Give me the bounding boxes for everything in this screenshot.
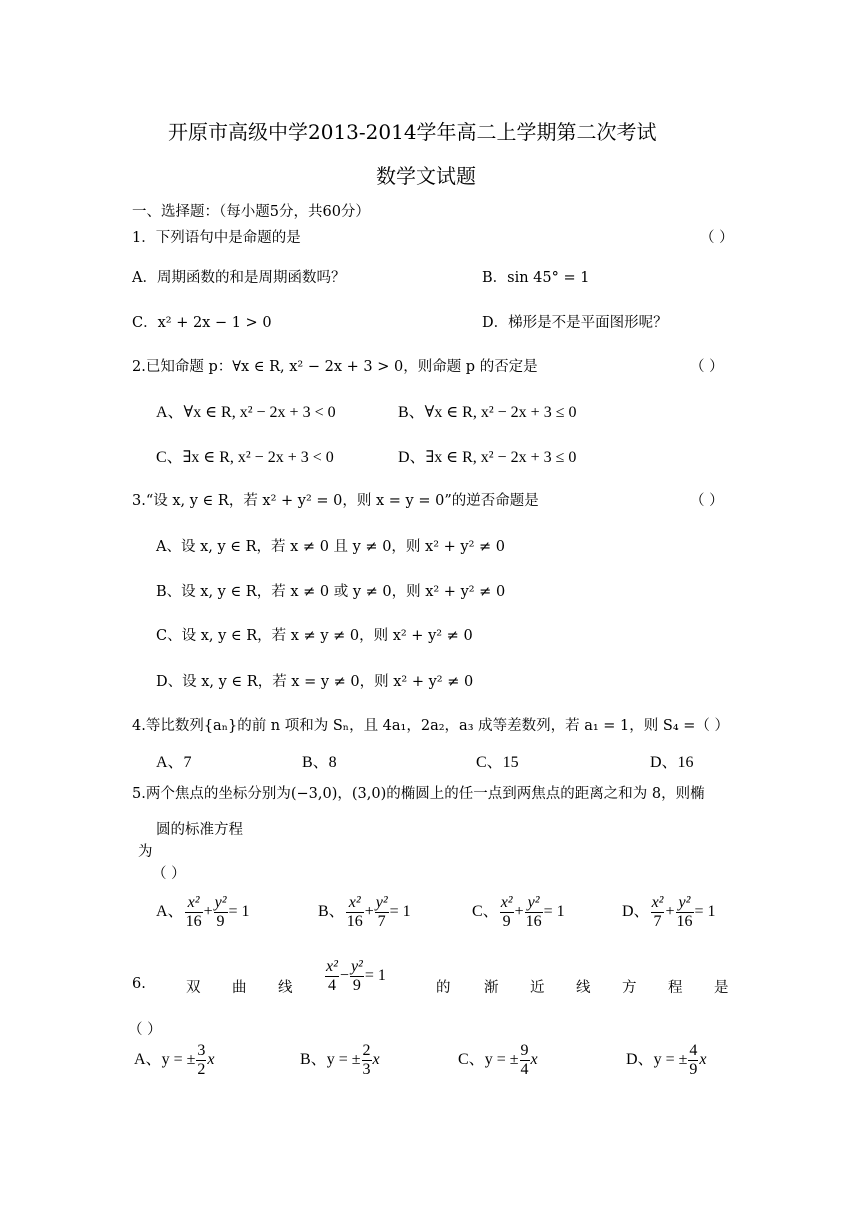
q6-option-a-label: A、 <box>134 1051 162 1069</box>
q1-option-a: A．周期函数的和是周期函数吗？ <box>132 270 346 286</box>
q6-d-var: x <box>699 1051 707 1069</box>
q4-option-a: A、7 <box>156 754 192 771</box>
q1-option-d: D．梯形是不是平面图形呢？ <box>482 315 668 331</box>
q1-stem: 1．下列语句中是命题的是 <box>132 230 301 246</box>
q2-option-d: D、∃x ∈ R, x² − 2x + 3 ≤ 0 <box>398 449 577 466</box>
q5-b-den2: 7 <box>377 913 386 930</box>
q5-answer-paren: （ ） <box>152 866 186 882</box>
q2-option-a: A、∀x ∈ R, x² − 2x + 3 < 0 <box>156 404 336 421</box>
q4-option-d: D、16 <box>650 754 694 771</box>
q6-word-8: 方 <box>622 980 637 996</box>
q6-word-9: 程 <box>668 980 683 996</box>
q5-d-num2: y² <box>676 894 694 913</box>
q5-stem-line3: 为 <box>138 844 153 860</box>
q6-equation: $\frac{\text{x²}}{4}$ − $\frac{\text{y²}}{9}$ = 1 <box>326 958 386 994</box>
q6-word-6: 近 <box>530 980 545 996</box>
q6-b-lhs: y = ± <box>326 1051 361 1069</box>
q6-a-num: 3 <box>197 1042 206 1059</box>
q5-d-den2: 16 <box>676 913 693 930</box>
q2-answer-paren: （ ） <box>690 359 724 375</box>
q5-option-d: D、 $\frac{\text{x²}}{7}$ + $\frac{\text{y²}}{16}$ = 1 <box>622 894 716 930</box>
q4-option-b: B、8 <box>302 754 337 771</box>
q6-num1: x² <box>326 958 338 975</box>
q6-c-num: 9 <box>520 1042 529 1059</box>
q6-c-den: 4 <box>520 1061 529 1078</box>
q6-word-7: 线 <box>576 980 591 996</box>
q5-option-a-label: A、 <box>156 903 184 921</box>
q6-b-num: 2 <box>362 1042 371 1059</box>
q6-a-den: 2 <box>197 1061 206 1078</box>
q6-den1: 4 <box>327 977 336 994</box>
q6-d-lhs: y = ± <box>653 1051 688 1069</box>
q6-option-d-label: D、 <box>626 1051 654 1069</box>
q5-d-num1: x² <box>651 894 664 911</box>
page-title: 开原市高级中学2013-2014学年高二上学期第二次考试 <box>168 120 657 144</box>
q6-word-1: 双 <box>186 980 201 996</box>
q5-a-num1: x² <box>185 894 203 913</box>
q5-d-den1: 7 <box>653 913 662 930</box>
q6-answer-paren: （ ） <box>128 1022 162 1038</box>
q6-a-var: x <box>207 1051 215 1069</box>
q6-d-num: 4 <box>689 1042 698 1059</box>
q6-option-a <box>134 1042 214 1079</box>
q3-stem: 3.“设 x, y ∈ R，若 x² + y² = 0，则 x = y = 0”的逆否命题是 <box>132 493 539 509</box>
q5-a-num2: y² <box>214 894 227 911</box>
q3-option-b: B、设 x, y ∈ R，若 x ≠ 0 或 y ≠ 0，则 x² + y² ≠ 0 <box>156 584 506 600</box>
q6-num2: y² <box>350 958 363 975</box>
q5-c-rhs: = 1 <box>543 903 565 921</box>
q5-stem-line2: 圆的标准方程 <box>156 822 243 838</box>
q6-word-4: 的 <box>436 980 451 996</box>
q6-a-lhs: y = ± <box>161 1051 196 1069</box>
q6-b-var: x <box>372 1051 380 1069</box>
q2-option-b: B、∀x ∈ R, x² − 2x + 3 ≤ 0 <box>398 404 577 421</box>
q1-option-b: B．sin 45° = 1 <box>482 270 590 286</box>
q3-option-a: A、设 x, y ∈ R，若 x ≠ 0 且 y ≠ 0，则 x² + y² ≠ 0 <box>156 539 505 555</box>
q6-rhs: = 1 <box>364 967 386 985</box>
q6-word-3: 线 <box>278 980 293 996</box>
q5-option-b-label: B、 <box>318 903 345 921</box>
q4-stem: 4.等比数列{aₙ}的前 n 项和为 Sₙ，且 4a₁，2a₂，a₃ 成等差数列，若 a₁ = 1，则 S₄ =（ ） <box>132 718 729 734</box>
q5-option-c: C、 $\frac{\text{x²}}{9}$ + $\frac{\text{y²}}{16}$ = 1 <box>472 894 565 930</box>
q3-answer-paren: （ ） <box>690 493 724 509</box>
q4-option-c: C、15 <box>476 754 519 771</box>
q6-option-c-label: C、 <box>458 1051 485 1069</box>
q5-b-den1: 16 <box>346 913 363 930</box>
q2-option-c: C、∃x ∈ R, x² − 2x + 3 < 0 <box>156 449 334 466</box>
q5-b-num1: x² <box>346 894 364 913</box>
q5-option-d-label: D、 <box>622 903 650 921</box>
q1-option-c: C．x² + 2x − 1 > 0 <box>132 315 272 331</box>
q6-number: 6. <box>132 976 146 992</box>
q5-c-den2: 16 <box>525 913 542 930</box>
q6-c-var: x <box>530 1051 538 1069</box>
q5-b-rhs: = 1 <box>389 903 411 921</box>
q6-c-lhs: y = ± <box>484 1051 519 1069</box>
page-subtitle: 数学文试题 <box>376 164 476 188</box>
q6-option-c <box>458 1042 538 1079</box>
q6-word-10: 是 <box>714 980 729 996</box>
q6-option-b <box>300 1042 380 1079</box>
q5-option-c-label: C、 <box>472 903 499 921</box>
q6-word-2: 曲 <box>232 980 247 996</box>
q5-d-rhs: = 1 <box>694 903 716 921</box>
q6-b-den: 3 <box>362 1061 371 1078</box>
q5-a-rhs: = 1 <box>228 903 250 921</box>
q5-b-num2: y² <box>375 894 388 911</box>
q6-d-den: 9 <box>689 1061 698 1078</box>
q5-a-den2: 9 <box>216 913 225 930</box>
q1-answer-paren: （ ） <box>700 230 734 246</box>
q5-c-num1: x² <box>500 894 513 911</box>
q5-option-b: B、 $\frac{\text{x²}}{16}$ + $\frac{\text{y²}}{7}$ = 1 <box>318 894 411 930</box>
q6-word-5: 渐 <box>484 980 499 996</box>
q6-option-b-label: B、 <box>300 1051 327 1069</box>
section-heading: 一、选择题：（每小题5分，共60分） <box>132 204 370 220</box>
q6-option-d <box>626 1042 706 1079</box>
q5-stem-line1: 5.两个焦点的坐标分别为(−3,0)，(3,0)的椭圆上的任一点到两焦点的距离之和为 8，则椭 <box>132 786 705 802</box>
q3-option-d: D、设 x, y ∈ R，若 x = y ≠ 0，则 x² + y² ≠ 0 <box>156 674 474 690</box>
q6-den2: 9 <box>352 977 361 994</box>
q5-c-num2: y² <box>525 894 543 913</box>
q3-option-c: C、设 x, y ∈ R，若 x ≠ y ≠ 0，则 x² + y² ≠ 0 <box>156 628 473 644</box>
q5-option-a: A、 $\frac{\text{x²}}{16}$ + $\frac{\text{y²}}{9}$ = 1 <box>156 894 250 930</box>
q2-stem: 2.已知命题 p：∀x ∈ R, x² − 2x + 3 > 0，则命题 p 的否定是 <box>132 359 538 375</box>
q5-a-den1: 16 <box>185 913 202 930</box>
q5-c-den1: 9 <box>502 913 511 930</box>
